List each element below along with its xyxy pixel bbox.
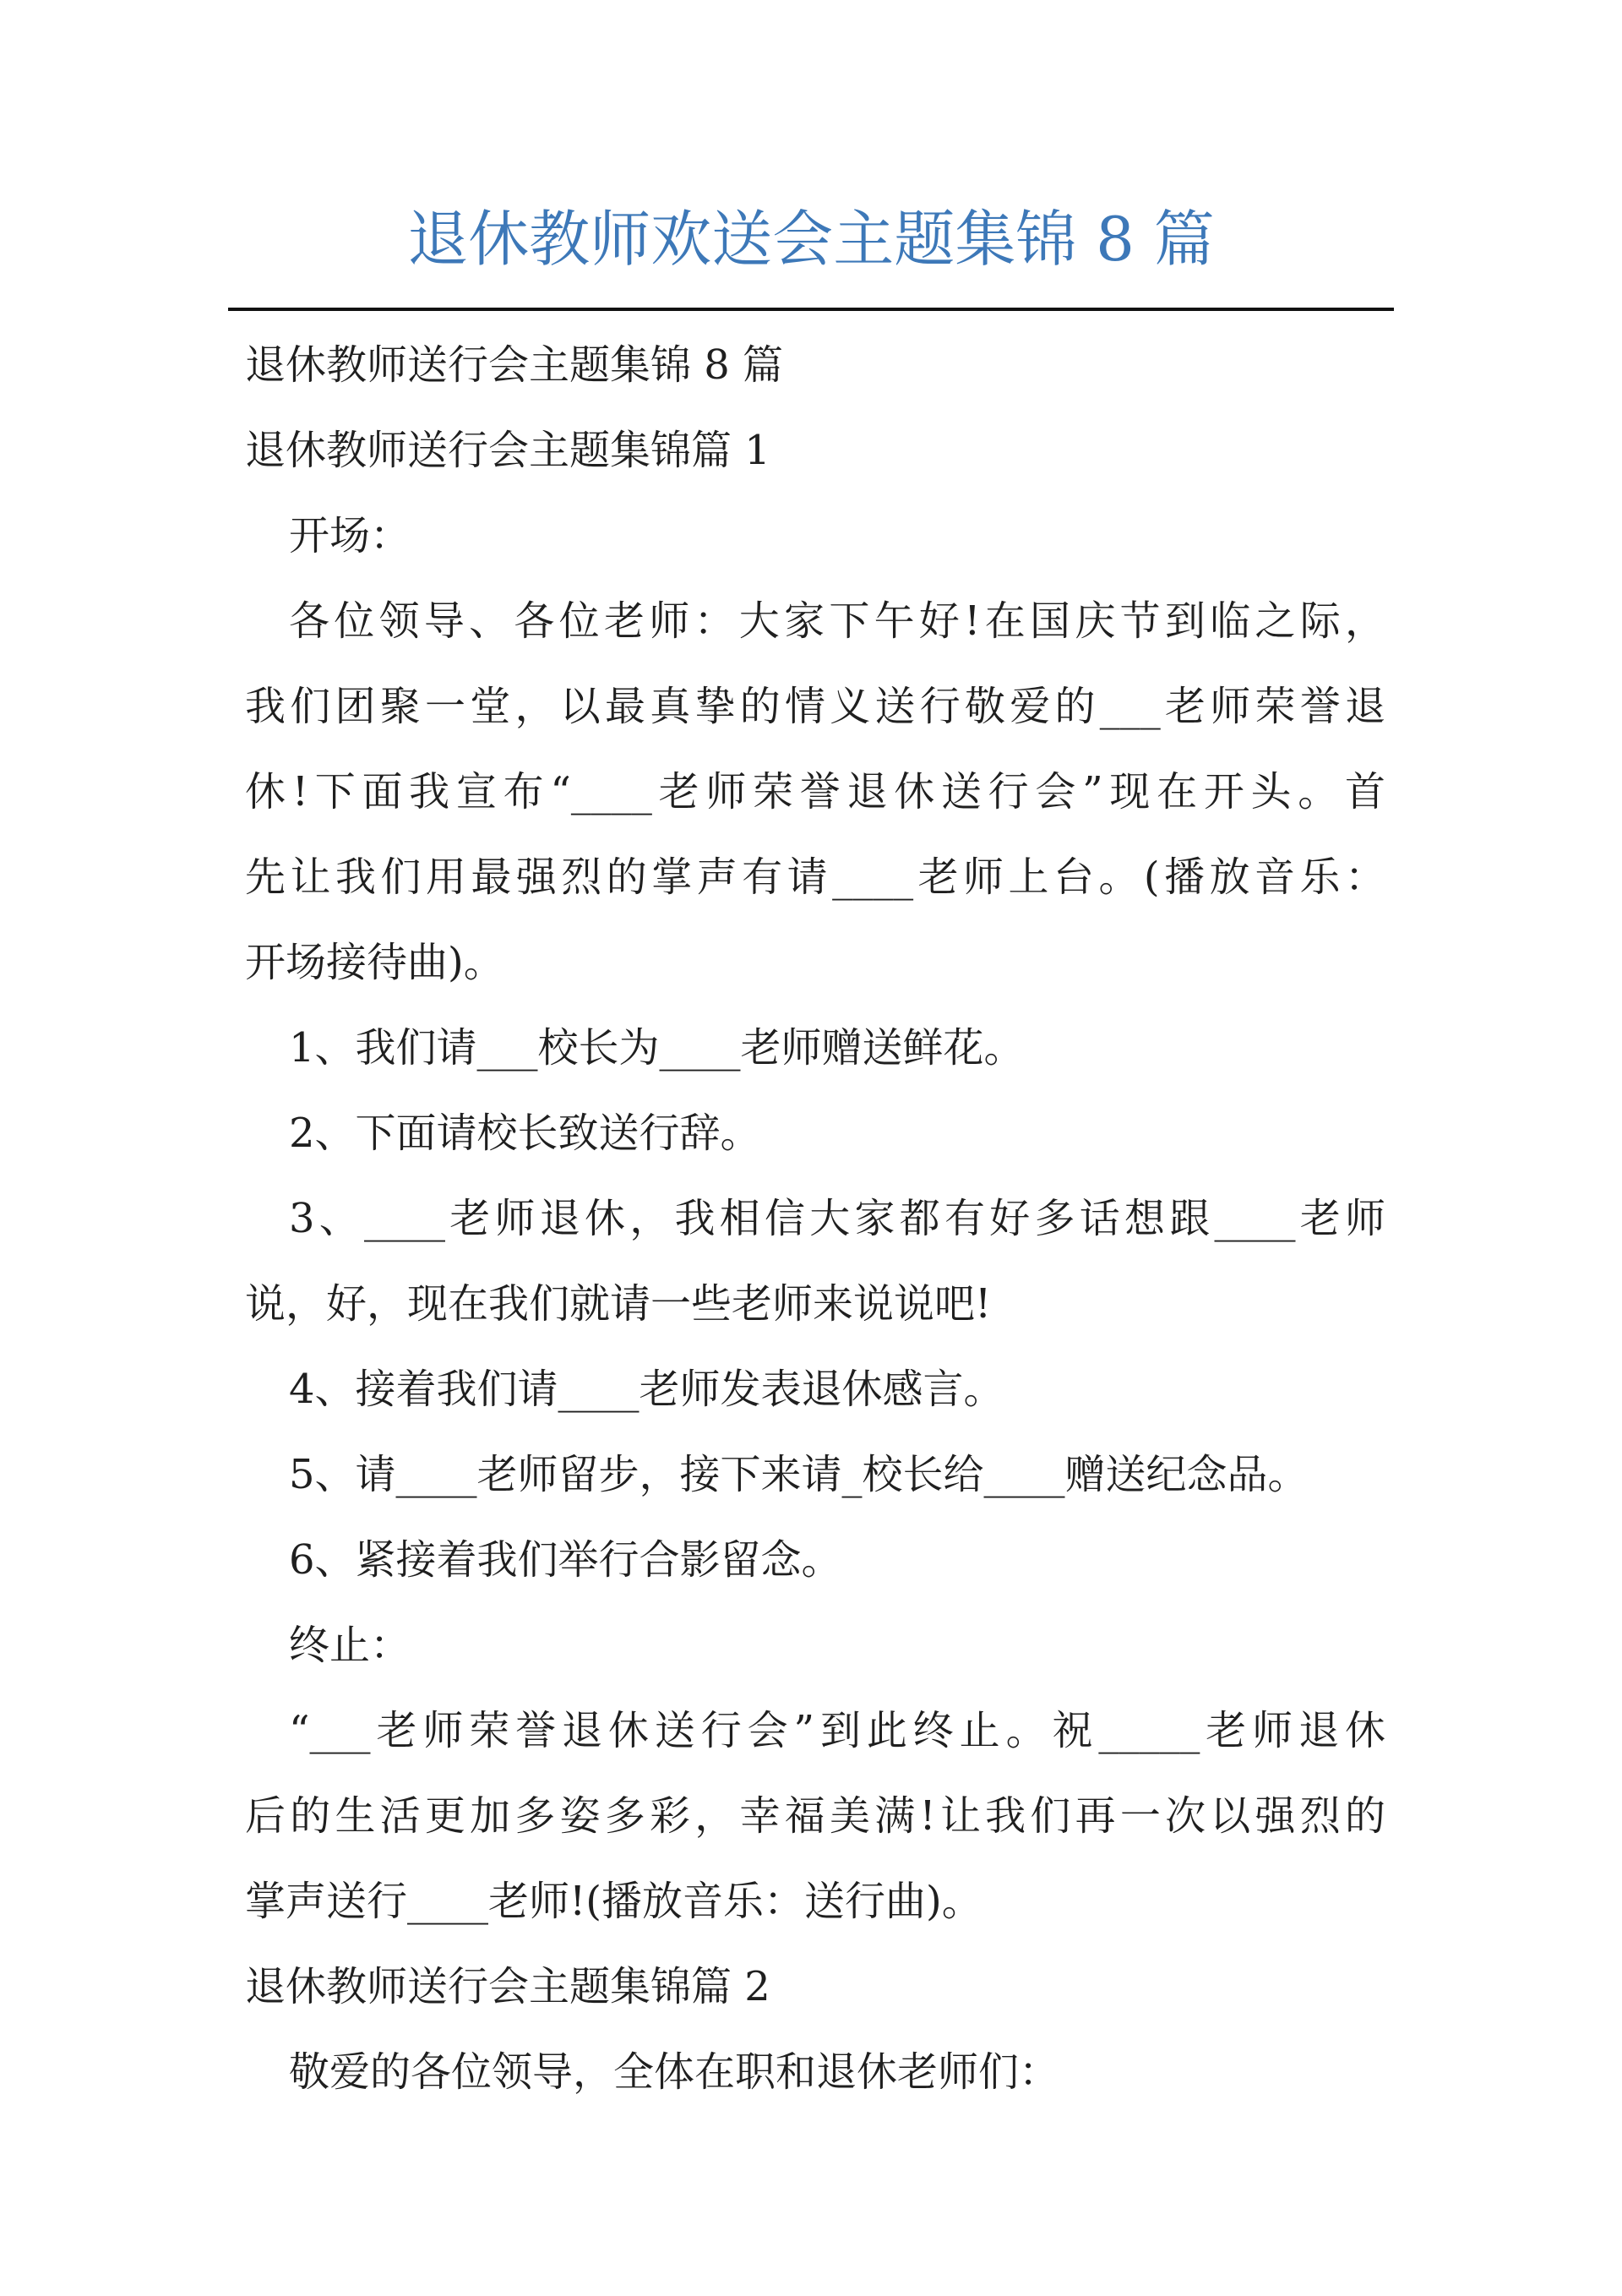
text-line: 4、接着我们请____老师发表退休感言。 bbox=[289, 1366, 1004, 1413]
text-line: 退休教师送行会主题集锦篇 2 bbox=[245, 1963, 770, 2010]
text-line: 休!下面我宣布“____老师荣誉退休送行会”现在开头。首 bbox=[245, 768, 1385, 815]
text-line: 说，好，现在我们就请一些老师来说说吧! bbox=[245, 1280, 992, 1328]
text-line: 我们团聚一堂，以最真挚的情义送行敬爱的___老师荣誉退 bbox=[245, 683, 1385, 730]
text-line: 掌声送行____老师!(播放音乐：送行曲)。 bbox=[245, 1878, 982, 1925]
text-line: 退休教师送行会主题集锦 8 篇 bbox=[245, 341, 784, 389]
title-divider bbox=[228, 308, 1394, 311]
text-line: 后的生活更加多姿多彩，幸福美满!让我们再一次以强烈的 bbox=[245, 1792, 1385, 1840]
text-line: 开场接待曲)。 bbox=[245, 939, 504, 986]
text-line: 退休教师送行会主题集锦篇 1 bbox=[245, 427, 770, 474]
text-line: 3、____老师退休，我相信大家都有好多话想跟____老师 bbox=[289, 1195, 1385, 1242]
text-line: 开场： bbox=[289, 512, 411, 559]
text-line: 6、紧接着我们举行合影留念。 bbox=[289, 1536, 842, 1584]
document-title: 退休教师欢送会主题集锦 8 篇 bbox=[407, 204, 1215, 275]
text-line: 2、下面请校长致送行辞。 bbox=[289, 1110, 761, 1157]
text-line: 各位领导、各位老师：大家下午好!在国庆节到临之际， bbox=[289, 597, 1385, 645]
text-line: 5、请____老师留步，接下来请_校长给____赠送纪念品。 bbox=[289, 1451, 1309, 1498]
text-line: “___老师荣誉退休送行会”到此终止。祝_____老师退休 bbox=[289, 1707, 1385, 1754]
text-line: 先让我们用最强烈的掌声有请____老师上台。(播放音乐： bbox=[245, 854, 1385, 901]
text-line: 终止： bbox=[289, 1622, 411, 1669]
text-line: 1、我们请___校长为____老师赠送鲜花。 bbox=[289, 1024, 1025, 1072]
document-body bbox=[245, 323, 1385, 2115]
text-line: 敬爱的各位领导，全体在职和退休老师们： bbox=[289, 2048, 1060, 2096]
